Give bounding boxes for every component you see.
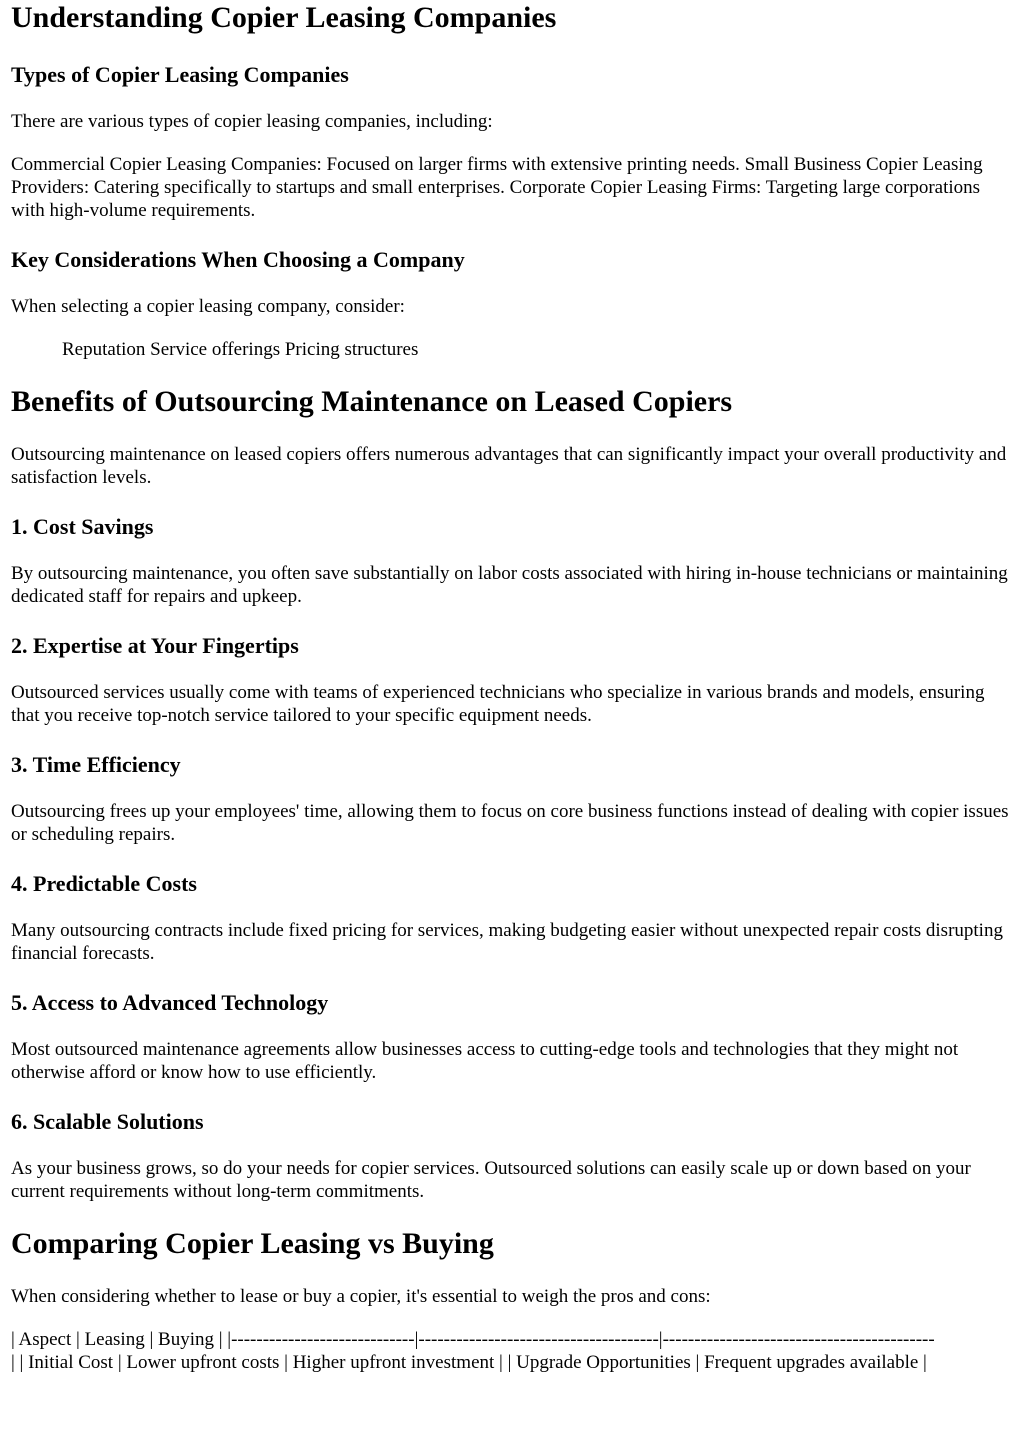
table-line: | Aspect | Leasing | Buying | |-----------------------------|--------------------------------------|------------------------------------------- bbox=[11, 1329, 935, 1350]
table-line: | | Initial Cost | Lower upfront costs | Higher upfront investment | | Upgrade Opportunities | Frequent upgrades available | bbox=[11, 1352, 927, 1373]
benefit-text: Many outsourcing contracts include fixed pricing for services, making budgeting easier without unexpected repair costs disrupting financial forecasts. bbox=[11, 920, 1003, 964]
heading-types: Types of Copier Leasing Companies bbox=[11, 62, 349, 87]
considerations-list: Reputation Service offerings Pricing structures bbox=[62, 339, 419, 360]
section-title-understanding: Understanding Copier Leasing Companies bbox=[11, 1, 557, 34]
considerations-intro: When selecting a copier leasing company, consider: bbox=[11, 296, 405, 317]
benefit-text: As your business grows, so do your needs for copier services. Outsourced solutions can easily scale up or down based on your current requirements without long-term commitments. bbox=[11, 1158, 971, 1202]
benefit-heading: 6. Scalable Solutions bbox=[11, 1109, 204, 1134]
types-intro: There are various types of copier leasing companies, including: bbox=[11, 111, 493, 132]
section-title-benefits: Benefits of Outsourcing Maintenance on Leased Copiers bbox=[11, 385, 733, 418]
section-title-comparing: Comparing Copier Leasing vs Buying bbox=[11, 1227, 494, 1260]
benefit-heading: 1. Cost Savings bbox=[11, 514, 154, 539]
heading-considerations: Key Considerations When Choosing a Company bbox=[11, 247, 465, 272]
comparing-intro: When considering whether to lease or buy a copier, it's essential to weigh the pros and cons: bbox=[11, 1286, 711, 1307]
benefit-heading: 5. Access to Advanced Technology bbox=[11, 990, 329, 1015]
benefit-text: Outsourcing frees up your employees' time, allowing them to focus on core business functions instead of dealing with copier issues or scheduling repairs. bbox=[11, 801, 1009, 845]
benefit-text: Most outsourced maintenance agreements allow businesses access to cutting-edge tools and technologies that they might not otherwise afford or know how to use efficiently. bbox=[11, 1039, 959, 1083]
markdown-table-text bbox=[11, 1328, 1013, 1374]
benefit-heading: 2. Expertise at Your Fingertips bbox=[11, 633, 299, 658]
benefit-heading: 3. Time Efficiency bbox=[11, 752, 181, 777]
benefit-text: By outsourcing maintenance, you often save substantially on labor costs associated with hiring in-house technicians or maintaining dedicated staff for repairs and upkeep. bbox=[11, 563, 1008, 607]
benefits-intro: Outsourcing maintenance on leased copiers offers numerous advantages that can significantly impact your overall productivity and satisfaction levels. bbox=[11, 444, 1007, 488]
benefit-heading: 4. Predictable Costs bbox=[11, 871, 197, 896]
benefit-text: Outsourced services usually come with teams of experienced technicians who specialize in various brands and models, ensuring that you receive top-notch service tailored to your specific equipment needs. bbox=[11, 682, 985, 726]
types-list: Commercial Copier Leasing Companies: Focused on larger firms with extensive printing needs. Small Business Copier Leasing Providers: Catering specifically to startups and small enterprises. Corporate Copier Leasing Firms: Targeting large corporations with high-volume requirements. bbox=[11, 154, 983, 221]
